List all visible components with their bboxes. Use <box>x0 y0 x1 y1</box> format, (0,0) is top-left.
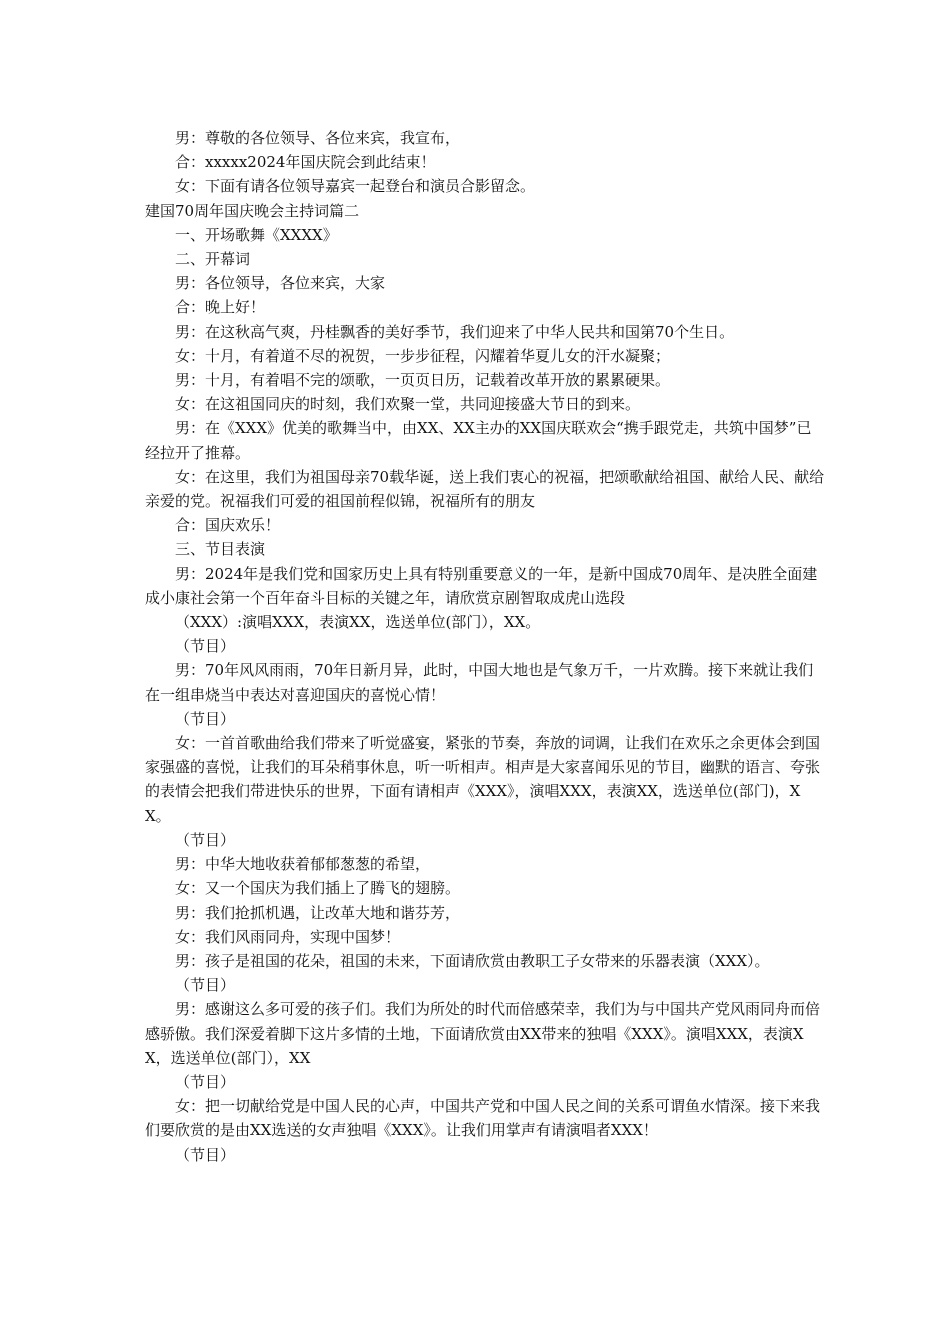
paragraph: （节目） <box>175 976 236 995</box>
paragraph: 男：孩子是祖国的花朵，祖国的未来，下面请欣赏由教职工子女带来的乐器表演（XXX）。 <box>175 951 770 970</box>
paragraph: 女：在这里，我们为祖国母亲70载华诞，送上我们衷心的祝福，把颂歌献给祖国、献给人民、献给亲爱的党。祝福我们可爱的祖国前程似锦，祝福所有的朋友 <box>145 467 825 511</box>
paragraph: （节目） <box>175 1145 236 1164</box>
document-page <box>145 126 825 1167</box>
paragraph: 合：xxxxx2024年国庆院会到此结束！ <box>175 153 436 172</box>
paragraph: 女：在这祖国同庆的时刻，我们欢聚一堂，共同迎接盛大节日的到来。 <box>175 395 641 414</box>
paragraph: （XXX）:演唱XXX，表演XX，选送单位(部门），XX。 <box>175 613 541 632</box>
section-title: 建国70周年国庆晚会主持词篇二 <box>145 201 360 220</box>
paragraph: 男：70年风风雨雨，70年日新月异，此时，中国大地也是气象万千，一片欢腾。接下来就让我们在一组串烧当中表达对喜迎国庆的喜悦心情！ <box>145 661 814 704</box>
paragraph: （节目） <box>175 637 236 656</box>
document-body <box>145 126 825 1167</box>
paragraph: 女：一首首歌曲给我们带来了听觉盛宴，紧张的节奏，奔放的词调，让我们在欢乐之余更体会到国家强盛的喜悦，让我们的耳朵稍事休息，听一听相声。相声是大家喜闻乐见的节目，幽默的语言、夸张的表情会把我们带进快乐的世界，下面有请相声《XXX》，演唱XXX，表演XX，选送单位(部门)，XX。 <box>145 734 821 825</box>
paragraph: 男：十月，有着唱不完的颂歌，一页页日历，记载着改革开放的累累硬果。 <box>175 371 671 390</box>
paragraph: 男：我们抢抓机遇，让改革大地和谐芬芳， <box>175 903 461 922</box>
paragraph: 一、开场歌舞《XXXX》 <box>175 225 338 244</box>
paragraph: 男：各位领导，各位来宾，大家 <box>175 274 386 293</box>
paragraph: 女：又一个国庆为我们插上了腾飞的翅膀。 <box>175 879 461 898</box>
paragraph: 三、节目表演 <box>175 540 266 559</box>
paragraph: （节目） <box>175 830 236 849</box>
paragraph: 二、开幕词 <box>175 250 251 269</box>
paragraph: 女：十月，有着道不尽的祝贺，一步步征程，闪耀着华夏儿女的汗水凝聚； <box>175 346 671 365</box>
paragraph: 女：把一切献给党是中国人民的心声，中国共产党和中国人民之间的关系可谓鱼水情深。接下来我们要欣赏的是由XX选送的女声独唱《XXX》。让我们用掌声有请演唱者XXX！ <box>145 1097 821 1140</box>
paragraph: 合：国庆欢乐！ <box>175 516 281 535</box>
paragraph: 女：下面有请各位领导嘉宾一起登台和演员合影留念。 <box>175 177 536 196</box>
paragraph: （节目） <box>175 709 236 728</box>
paragraph: 合：晚上好！ <box>175 298 266 317</box>
paragraph: 男：感谢这么多可爱的孩子们。我们为所处的时代而倍感荣幸，我们为与中国共产党风雨同舟而倍感骄傲。我们深爱着脚下这片多情的土地，下面请欣赏由XX带来的独唱《XXX》。演唱XXX，表演XX，选送单位(部门），XX <box>145 1000 821 1067</box>
paragraph: 女：我们风雨同舟，实现中国梦！ <box>175 927 401 946</box>
paragraph: 男：中华大地收获着郁郁葱葱的希望， <box>175 855 431 874</box>
paragraph: （节目） <box>175 1072 236 1091</box>
paragraph: 男：2024年是我们党和国家历史上具有特别重要意义的一年，是新中国成70周年、是决胜全面建成小康社会第一个百年奋斗目标的关键之年，请欣赏京剧智取成虎山选段 <box>145 564 818 607</box>
paragraph: 男：在《XXX》优美的歌舞当中，由XX、XX主办的XX国庆联欢会“携手跟党走，共筑中国梦”已经拉开了推幕。 <box>145 419 812 462</box>
paragraph: 男：在这秋高气爽，丹桂飘香的美好季节，我们迎来了中华人民共和国第70个生日。 <box>175 322 735 341</box>
paragraph: 男：尊敬的各位领导、各位来宾，我宣布， <box>175 129 461 147</box>
